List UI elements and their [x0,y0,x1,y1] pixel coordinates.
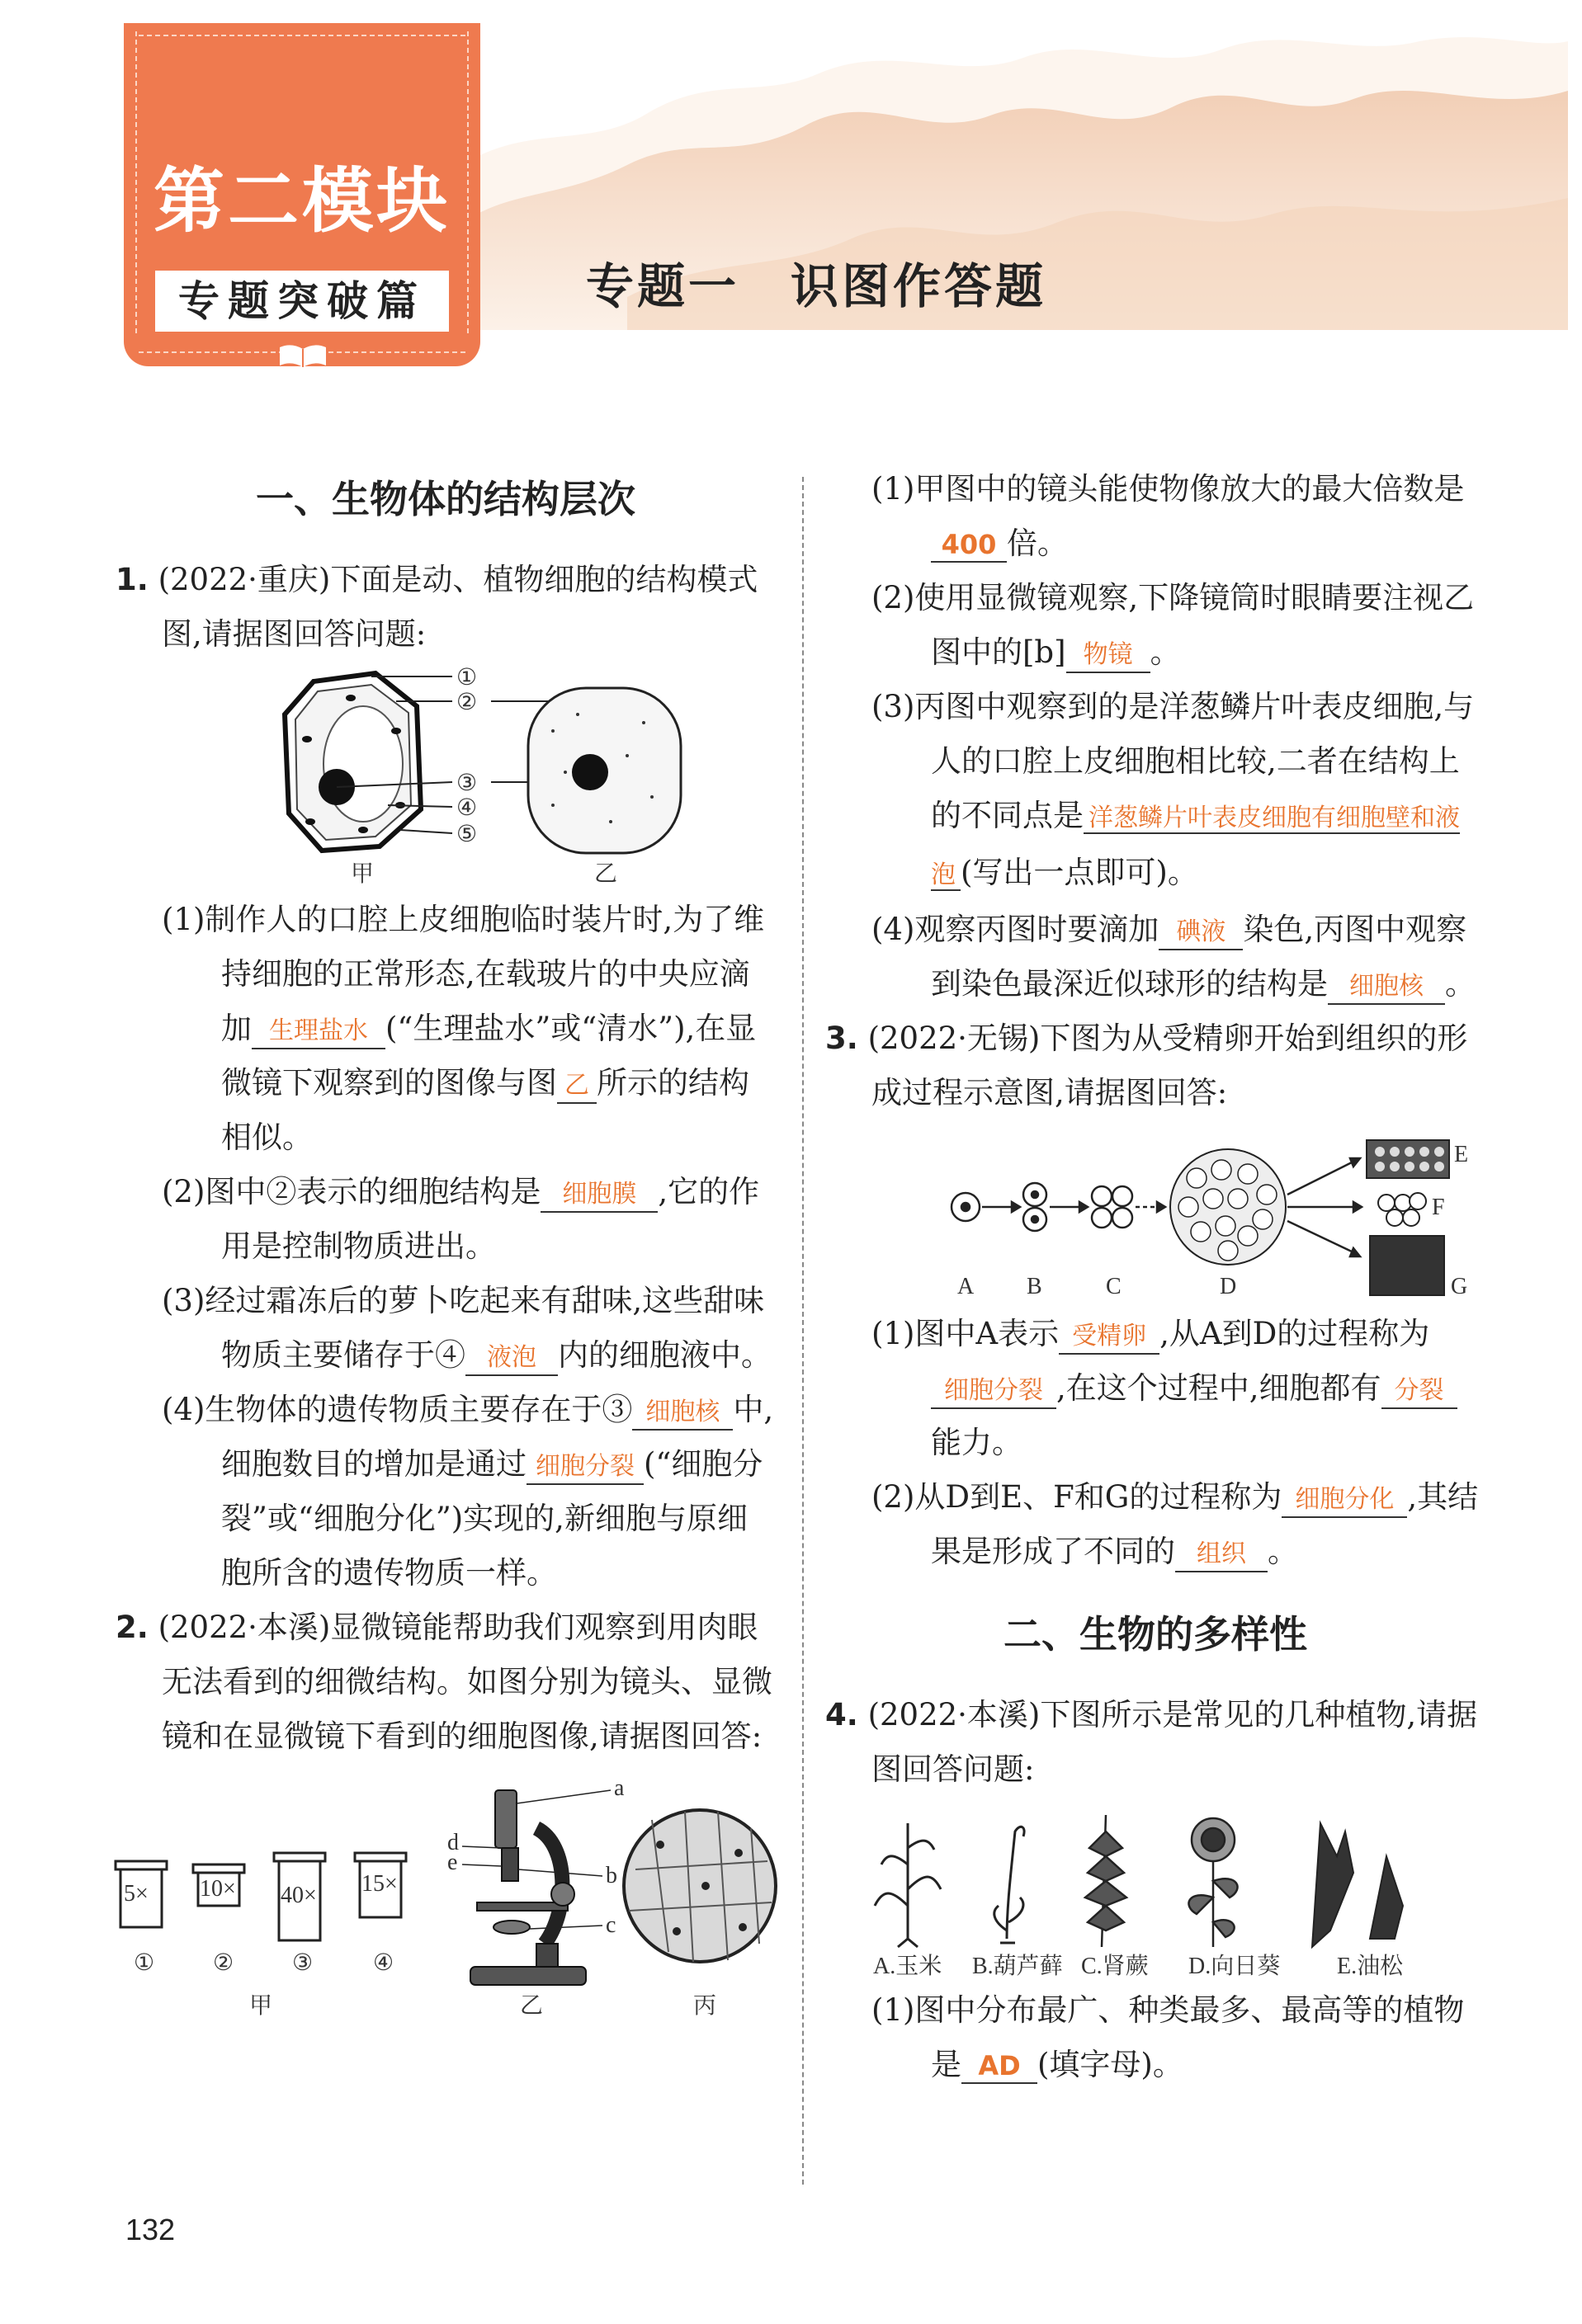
fig-name-bing: 丙 [693,1993,717,2018]
question-number: 2. [116,1610,149,1645]
microscope [470,1790,586,1985]
label-f: F [1432,1195,1445,1220]
label-1: ① [456,665,478,691]
tissue-f [1378,1193,1426,1226]
tissue-formation-diagram [825,1129,1485,1302]
text: 能力。 [931,1425,1022,1460]
q4-part-1 [825,1983,1485,2092]
answer-blank: 受精卵 [1059,1320,1159,1355]
microscope-part-labels [447,1779,625,1938]
plant-labels [873,1953,1404,1979]
answer-blank: 生理盐水 [252,1015,385,1049]
lens-4-rim [355,1853,406,1861]
text: 倍。 [1007,526,1068,561]
fig-name-jia: 甲 [249,1993,273,2018]
text: (2)从D到E、F和G的过程称为 [871,1479,1282,1515]
label-3: ③ [456,771,478,796]
q3-part-1 [825,1307,1485,1470]
scope-label-d: d [447,1830,459,1855]
lens-num-1: ① [134,1950,155,1976]
fig-label-yi: 乙 [594,861,618,887]
lens-num-3: ③ [292,1950,314,1976]
lens-label-3: 40× [281,1883,317,1908]
q3-part-2 [825,1470,1485,1579]
answer-blank: 细胞核 [632,1396,733,1431]
plant-label-a: A.玉米 [873,1954,942,1979]
text: 内的细胞液中。 [558,1337,772,1373]
column-divider [802,477,804,2185]
tissue-g [1370,1236,1444,1295]
question-text: (2022·本溪)下图所示是常见的几种植物,请据图回答问题: [867,1697,1478,1787]
text: (写出一点即可)。 [961,855,1198,890]
text: 中,细胞数目的增加是通过 [221,1392,774,1482]
text: (3)丙图中观察到的是洋葱鳞片叶表皮细胞,与人的口腔上皮细胞相比较,二者在结构上的不同点是 [871,689,1475,833]
open-book-icon [276,341,329,370]
text: (4)观察丙图时要滴加 [871,912,1159,947]
stage-c-cell [1112,1208,1132,1228]
stage-a-nucleus [961,1203,970,1211]
answer-blank: 液泡 [465,1341,558,1376]
answer-blank: 组织 [1175,1538,1268,1572]
stage-b-nucleus [1032,1191,1038,1198]
text: ,在这个过程中,细胞都有 [1056,1370,1381,1406]
cell-part-labels [456,665,477,847]
animal-nucleus [572,754,608,790]
stage-b-nucleus [1032,1216,1038,1223]
answer-blank: 洋葱鳞片叶表皮细胞有细胞壁和液泡 [931,804,1460,889]
label-5: ⑤ [456,822,478,847]
lens-2-rim [193,1864,244,1873]
plant-label-c: C.肾蕨 [1081,1954,1149,1979]
scope-label-b: b [606,1863,617,1888]
question-number: 1. [116,562,149,597]
answer-blank: 细胞分裂 [527,1450,644,1485]
label-d: D [1220,1274,1237,1299]
text: (“生理盐水”或“清水”),在显微镜下观察到的图像与图 [221,1011,757,1101]
q1-part-2 [116,1165,776,1274]
label-4: ④ [456,795,478,821]
lens-1-rim [116,1861,167,1869]
answer-blank: 分裂 [1381,1374,1457,1409]
text: (1)图中分布最广、种类最多、最高等的植物是 [871,1992,1465,2082]
text: (1)甲图中的镜头能使物像放大的最大倍数是 [871,471,1465,507]
plant-label-e: E.油松 [1337,1954,1404,1979]
plant-pine [1312,1823,1403,1947]
lens-label-4: 15× [361,1871,398,1897]
plant-fern [1085,1815,1126,1947]
lens-label-2: 10× [200,1876,236,1902]
text: (2)使用显微镜观察,下降镜筒时眼睛要注视乙图中的[b] [871,580,1475,670]
text: (2)图中②表示的细胞结构是 [162,1174,541,1209]
tissue-e [1367,1140,1449,1178]
q2-part-3 [825,680,1485,903]
module-subtitle: 专题突破篇 [155,271,449,332]
topic-title: 专题一 识图作答题 [586,258,1047,314]
text: 所示的结构相似。 [221,1065,749,1155]
lens-set [116,1853,406,1940]
label-b: B [1027,1274,1042,1299]
text: 。 [1445,966,1476,1002]
question-number: 4. [825,1697,858,1732]
question-text: (2022·重庆)下面是动、植物细胞的结构模式图,请据图回答问题: [158,562,758,652]
onion-cell-view [624,1810,776,1962]
lens-num-4: ④ [373,1950,394,1976]
plant-corn [875,1823,941,1947]
q1-part-4 [116,1383,776,1600]
question-text: (2022·无锡)下图为从受精卵开始到组织的形成过程示意图,请据图回答: [867,1021,1468,1110]
answer-blank: 细胞分化 [1282,1483,1407,1518]
fig-name-yi: 乙 [520,1993,544,2018]
section-heading-structure: 一、生物体的结构层次 [256,477,635,521]
text: 。 [1150,634,1181,670]
cell-structure-diagram [116,665,776,888]
q1-part-1 [116,893,776,1165]
fig-label-jia: 甲 [351,861,375,887]
stage-c-cell [1112,1186,1132,1206]
answer-blank: 细胞核 [1328,970,1445,1005]
question-number: 3. [825,1021,858,1056]
lens-3-rim [274,1853,325,1861]
text: (3)经过霜冻后的萝卜吃起来有甜味,这些甜味物质主要储存于④ [162,1283,765,1373]
module-title: 第二模块 [153,160,451,243]
question-3-stem [825,1011,1485,1120]
question-2-stem [116,1600,776,1764]
text: (“细胞分裂”或“细胞分化”)实现的,新细胞与原细胞所含的遗传物质一样。 [221,1446,763,1591]
text: (1)制作人的口腔上皮细胞临时装片时,为了维持细胞的正常形态,在载玻片的中央应滴加 [162,902,765,1046]
label-c: C [1106,1274,1122,1299]
plant-moss [994,1827,1024,1943]
scope-label-c: c [606,1912,616,1938]
plants-figure [825,1807,1485,1980]
answer-blank: AD [961,2049,1037,2084]
left-column [116,462,776,2018]
plant-label-b: B.葫芦藓 [972,1954,1063,1979]
badge-dash-top [139,35,465,36]
label-g: G [1451,1274,1468,1299]
text: (1)图中A表示 [871,1316,1060,1351]
answer-blank: 细胞分裂 [931,1374,1056,1409]
microscope-diagram [107,1779,784,2018]
text: ,其结果是形成了不同的 [931,1479,1479,1569]
answer-blank: 碘液 [1159,916,1243,950]
text: ,它的作用是控制物质进出。 [221,1174,760,1264]
stage-c-cell [1092,1208,1112,1228]
question-text: (2022·本溪)显微镜能帮助我们观察到用肉眼无法看到的细微结构。如图分别为镜头、显微镜和在显微镜下看到的细胞图像,请据图回答: [158,1610,772,1754]
answer-blank: 物镜 [1066,639,1150,673]
label-a: A [957,1274,975,1299]
q2-part-4 [825,903,1485,1011]
text: ,从A到D的过程称为 [1159,1316,1430,1351]
plant-sunflower [1188,1818,1237,1947]
scope-label-a: a [614,1779,625,1801]
section-heading-diversity: 二、生物的多样性 [1004,1612,1307,1657]
plant-label-d: D.向日葵 [1188,1954,1281,1979]
question-4-stem [825,1688,1485,1797]
answer-blank: 乙 [557,1069,597,1104]
answer-blank: 400 [931,528,1007,563]
text: (4)生物体的遗传物质主要存在于③ [162,1392,633,1427]
q2-part-1 [825,462,1485,571]
lens-num-2: ② [213,1950,234,1976]
question-1-stem [116,553,776,662]
text: (填字母)。 [1037,2047,1183,2082]
page-number: 132 [125,2213,176,2246]
q1-part-3 [116,1274,776,1383]
label-e: E [1454,1142,1469,1167]
q2-part-2 [825,571,1485,680]
lens-label-1: 5× [124,1881,149,1907]
stage-c-cell [1092,1186,1112,1206]
right-column [825,462,1485,2092]
module-badge [124,23,480,366]
text: 。 [1268,1534,1298,1569]
scope-label-e: e [447,1850,458,1875]
answer-blank: 细胞膜 [541,1178,658,1213]
text: 染色,丙图中观察到染色最深近似球形的结构是 [931,912,1467,1002]
label-2: ② [456,690,478,715]
